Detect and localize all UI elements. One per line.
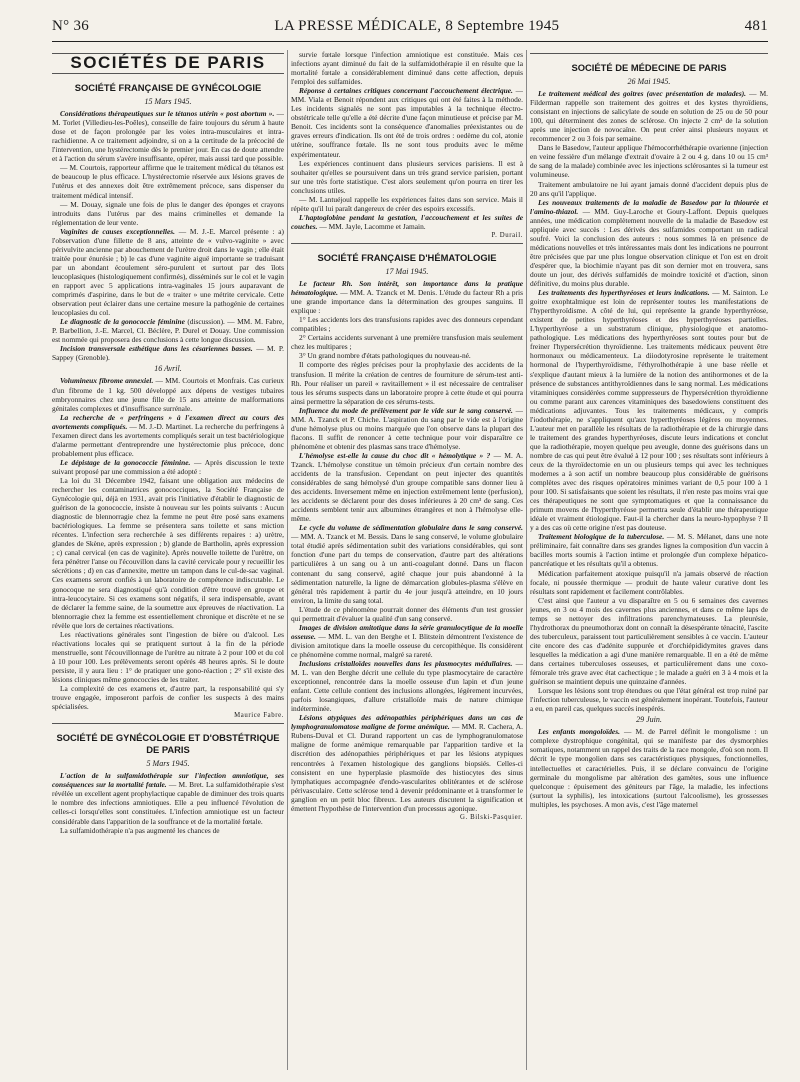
society-title: SOCIÉTÉ DE MÉDECINE DE PARIS: [571, 62, 727, 73]
paragraph: — M. Douay, signale une fois de plus le danger des éponges et crayons introduits dans l'utérus par des mains criminelles et demande la réglementation de leur vente.: [52, 199, 284, 227]
session-date: 15 Mars 1945.: [144, 97, 192, 107]
paragraph: Les enfants mongoloïdes. — M. de Parrel définit le mongolisme : un complexe dystrophique congénital, qui se manifeste par des dysmorphies somatiques, notamment un rappel des traits de la race mongole, d'où son nom. Il décrit le type mongolien dans ses caractéristiques physiques, fonctionnelles, intellectuelles et caractérielles. Puis, il se déclare convaincu de l'origine germinale du mongolisme par altération des gamètes, sous une influence quelconque : épuisement des géniteurs par l'âge, la maladie, les infections (surtout la syphilis), les intoxications (surtout l'alcoolisme), les grossesses multiples, les psychoses. A mon avis, c'est l'âge maternel: [530, 727, 768, 809]
paragraph: Les traitements des hyperthyréoses et leurs indications. — M. Sainton. Le goitre exophtalmique est loin de représenter toutes les manifestations de l'hyperthyroïdisme. A côté de lui, qui représente la grande hyperthyréose, existent de petites hyperthyréoses et des hyperthyréoses partielles. L'hyperthyréose a un substratum clinique, physiologique et anatomo-pathologique. Les médications des hyperthyréoses sont toutes pour but de freiner l'hypersécrétion thyroïdienne. Les traitements médicaux peuvent être hormonaux ou médicamenteux. La diiodotyrosine représente le traitement hormonal de l'hyperthyroïdisme, l'éthyrolhothérapie à une base réelle et s'explique d'autant mieux à la lumière de la notion des antihormones et de la présence de substances antithyroïdiennes dans le sang normal. Les médications vitaminiques considérées comme suppresseurs de l'hypersécrétion thyroïdienne ou comme parant aux carences vitaminiques des basedowiens constituent des médications adjuvantes. Tous les traitements médicaux, y compris l'iodothérapie, ne s'appliquent qu'aux hyperthyréoses légères ou moyennes. L'auteur met en parallèle les résultats de la radiothérapie et de la chirurgie dans le traitement des grandes hyperthyréoses, discute leurs indications et conclut que la radiothérapie, moyen quelque peu aveugle, donne des guérisons dans un nombre de cas qui peut être évalué à 12 pour 100 ; ses résultats sont inférieurs à ceux de la thyroïdectomie en un ou plusieurs temps qui avec les techniques modernes a à son actif un nombre beaucoup plus considérable de guérisons complètes avec des risques opératoires minimes variant de 0,5 pour 100 à 1 pour 100. Si satisfaisants que soient les résultats, il n'en reste pas moins vrai que ces thérapeutiques ne sont que symptomatiques et que la connaissance du primum movens de l'hyperthyréose permettra seule d'établir une thérapeutique idéale et vraiment étiologique. Faut-il la chercher dans la neuro-hypophyse ? Il y a des cas où cette origine n'est pas douteuse.: [530, 288, 768, 533]
communication-title: Les enfants mongoloïdes.: [538, 727, 620, 737]
paragraph: Le traitement médical des goitres (avec présentation de malades). — M. Filderman rappelle son traitement des goitres et des kystes thyroïdiens, consistant en injections de salicylate de soude en solution de 25 ou de 50 pour 100, qui déterminent des zones de sclérose. On injecte 2 cm³ de la solution après une injection de novocaïne. On peut créer ainsi plusieurs noyaux et recommencer 2 ou 3 fois par semaine.: [530, 89, 768, 144]
paragraph: L'étude de ce phénomène pourrait donner des éléments d'un test grossier qui permettrait d'évaluer la qualité d'un sang conservé.: [291, 604, 523, 623]
session-date: 26 Mai 1945.: [627, 77, 671, 86]
communication-title: Le traitement médical des goitres (avec présentation de malades).: [538, 89, 746, 99]
column-1: [52, 50, 284, 1075]
communication-title: Le cycle du volume de sédimentation globulaire dans le sang conservé.: [299, 523, 523, 533]
session-date: 17 Mai 1945.: [385, 266, 429, 276]
communication-title: L'haptoglobine pendant la gestation, l'accouchement et les suites de couches.: [291, 212, 523, 231]
masthead: [52, 18, 768, 38]
communication-title: Réponse à certaines critiques concernant l'accouchement électrique.: [299, 86, 513, 96]
paragraph: Inclusions cristalloïdes nouvelles dans les plasmocytes médullaires. — M. L. van den Berghe décrit une cellule du type plasmocytaire de caractère exceptionnel, rencontrée dans la moelle osseuse d'un lapin et d'un jeune enfant. Cette cellule contient des inclusions allongées, légèrement incurvées, parfois losangiques, d'allure cristalloïde mais de nature chimique indéterminée.: [291, 659, 523, 714]
divider: [530, 53, 768, 54]
paragraph: 2° Certains accidents survenant à une première transfusion mais seulement chez les multipares ;: [291, 333, 523, 352]
paragraph: La loi du 31 Décembre 1942, faisant une obligation aux médecins de rechercher les contaminatrices gonococciques, la Société Française de Gynécologie qui, déjà en 1931, avait pris l'initiative d'établir le diagnostic de guérison de la gonococcie, insiste à nouveau sur les points suivants : Aucun diagnostic de blennorragie chez la femme ne peut être posé sans examens bactériologiques. La femme se présentera sans toilette et sans miction récentes. L'infection sera recherchée à ses différents repaires : a) urètre, glandes de Skène, après expression ; b) glande de Bartholin, après expression ; c) canal cervical (en cas de vaginite). Après nouvelle toilette de l'urètre, on fera pénétrer l'anse ou l'écouvillon dans la cavité cervicale pour y recueillir les sécrétions ; d) en cas d'annexite, mettre un tampon dans le cul-de-sac vaginal. Ces examens seront confiés à un laboratoire de compétence indiscutable. Le gonocoque ne sera diagnostiqué qu'à condition d'être trouvé en groupe et intra-leucocytaire. Si ces examens sont négatifs, il sera indispensable, avant de déclarer la femme saine, de la soumettre aux épreuves de réactivation. La blennorragie chez la femme est essentiellement chronique et discrète et ne se révèle que lors de certaines réactivations.: [52, 475, 284, 630]
communication-title: Les nouveaux traitements de la maladie de Basedow par la thiourée et l'amino-thiazol.: [530, 197, 768, 216]
paragraph: survie fœtale lorsque l'infection amniotique est constituée. Mais ces infections ayant diminué du fait de la sulfamidothérapie il en résulte que la mortalité fœtale a considérablement diminué dans cette affection, depuis l'emploi des sulfamides.: [291, 50, 523, 87]
paragraph: — M. Lantuéjoul rappelle les expériences faites dans son service. Mais il répète qu'il lui paraît dangereux de créer des espoirs excessifs.: [291, 194, 523, 213]
page-number: 481: [744, 18, 768, 34]
paragraph: — M. Courtois, rapporteur affirme que le traitement médical du tétanos est de beaucoup le plus efficace. L'hystérectomie réservée aux lésions graves de l'utérus et des annexes doit être extrêmement précoce, sans dispenser du traitement médical intensif.: [52, 163, 284, 200]
paragraph: Les réactivations générales sont l'ingestion de bière ou d'alcool. Les réactivations locales qui se pratiquent surtout à la fin de la période menstruelle, sont l'écouvillonnage de l'urètre au nitrate à 2 pour 100 et du col à 10 pour 100. Les prélèvements seront opérés 48 heures après. Si le doute persiste, il y aura lieu : 1° de pratiquer une gono-réaction ; 2° s'il existe des lésions cliniques même gonococcies de les traiter.: [52, 629, 284, 684]
paragraph: Médication parfaitement atoxique puisqu'il n'a jamais observé de réaction focale, ni poussée thermique — produit de haute valeur curative dont les résultats sont rapidement et facilement contrôlables.: [530, 568, 768, 596]
communication-title: L'hémolyse est-elle la cause du choc dit « hémolytique » ?: [299, 450, 491, 460]
paragraph: C'est ainsi que l'auteur a vu disparaître en 5 ou 6 semaines des cavernes jeunes, en 3 ou 4 mois des cavernes plus anciennes, et dans ce même laps de temps se nettoyer des infiltrations parenchymateuses. La pleurésie, l'hydrothorax du pneumothorax dont on connaît la désespérante ténacité, l'ascite des tuberculeux, paraissent tout particulièrement sensibles à ce vaccin. L'auteur cite encore des cas d'adénite suppurée et d'orchiépididymites graves dans lesquelles la médication a agi d'une manière remarquable. Il en a été de même dans certaines tuberculoses osseuses, et particulièrement dans une coxo-fémorale très grave avec état cachectique ; le malade a guéri en 3 à 4 mois et la guérison se maintient depuis une quinzaine d'années.: [530, 595, 768, 687]
session-date: 5 Mars 1945.: [146, 759, 190, 769]
banner-title: SOCIÉTÉS DE PARIS: [70, 53, 266, 72]
communication-title: Lésions atypiques des adénopathies périphériques dans un cas de lymphogranulomatose maligne de forme anémique.: [291, 713, 523, 732]
paragraph: 3° Un grand nombre d'états pathologiques du nouveau-né.: [299, 351, 471, 361]
paragraph: L'action de la sulfamidothérapie sur l'infection amniotique, ses conséquences sur la mortalité fœtale. — M. Bret. La sulfamidothérapie s'est révélée un excellent agent prophylactique capable de diminuer des trois quarts le nombre des infections amniotiques. Elle a peu influencé l'évolution de celles-ci lorsqu'elles sont constituées. L'infection amniotique est un facteur considérable dans l'apparition de la souffrance et de la mortalité fœtale.: [52, 771, 284, 826]
communication-title: Considérations thérapeutiques sur le tétanos utérin « post abortum ».: [60, 109, 275, 119]
paragraph: Les expériences continuent dans plusieurs services parisiens. Il est à souhaiter qu'elles se poursuivent dans un très grand service parisien, portant sur une très forte statistique. C'est alors seulement qu'on pourra en tirer les conclusions utiles.: [291, 158, 523, 195]
journal-title: LA PRESSE MÉDICALE, 8 Septembre 1945: [274, 18, 560, 34]
paragraph: Dans le Basedow, l'auteur applique l'hémocorrhéthérapie ovarienne (injection en veine fessière d'un mélange d'extrait d'ovaire à 2 ou 4 g. dans 10 ou 15 cm³ de sang de la malade) combinée avec les injections sclérosantes si la tumeur est volumineuse.: [530, 143, 768, 180]
column-divider: [526, 50, 527, 1070]
communication-title: La recherche de « perfringens » à l'examen direct au cours des avortements compliqués.: [52, 412, 284, 431]
divider: [52, 73, 284, 74]
society-title: SOCIÉTÉ FRANÇAISE DE GYNÉCOLOGIE: [74, 82, 262, 94]
paragraph: Traitement ambulatoire ne lui ayant jamais donné d'accident depuis plus de 20 ans qu'il l'applique.: [530, 179, 768, 198]
paragraph: La sulfamidothérapie n'a pas augmenté les chances de: [60, 825, 220, 835]
paragraph: Influence du mode de prélèvement par le vide sur le sang conservé. — MM. A. Tzanck et P. Chiche. L'aspiration du sang par le vide est à l'origine d'une hémolyse plus ou moins marquée que l'on observe dans la plupart des flacons. Il suffit de renoncer à cette technique pour voir disparaître ce phénomène et obtenir des plasmas sans trace d'hémolyse.: [291, 405, 523, 451]
signature: Maurice Fabre.: [234, 712, 284, 720]
paragraph: Réponse à certaines critiques concernant l'accouchement électrique. — MM. Viala et Benoit répondent aux critiques qui ont été faites à la méthode. Les incidents signalés ne sont pas imputables à la technique électro-obstétricale telle qu'elle a été décrite d'une façon minutieuse et précise par M. Benoit. Ces incidents sont la conséquence d'anomalies préexistantes ou de graves erreurs d'indication. Ils ont été de trois ordres : oedème du col, atonie utérine, souffrance fœtale. Ils ne sont tous produits avec le même expérimentateur.: [291, 86, 523, 159]
column-3: [530, 50, 768, 1075]
paragraph: Le facteur Rh. Son intérêt, son importance dans la pratique hématologique. — MM. A. Tzanck et M. Denis. L'étude du facteur Rh a pris une grande importance dans la détermination des groupes sanguins. Il explique :: [291, 279, 523, 316]
society-title: SOCIÉTÉ DE GYNÉCOLOGIE ET D'OBSTÉTRIQUE DE PARIS: [56, 732, 280, 756]
communication-title: Le dépistage de la gonococcie féminine.: [60, 457, 191, 467]
communication-title: L'action de la sulfamidothérapie sur l'infection amniotique, ses conséquences sur la mortalité fœtale.: [52, 771, 284, 790]
communication-title: Les traitements des hyperthyréoses et leurs indications.: [538, 288, 710, 298]
communication-title: Inclusions cristalloïdes nouvelles dans les plasmocytes médullaires.: [299, 659, 513, 668]
paragraph: Le dépistage de la gonococcie féminine. — Après discussion le texte suivant proposé par une commission a été adopté :: [52, 457, 284, 476]
paragraph: Lésions atypiques des adénopathies périphériques dans un cas de lymphogranulomatose maligne de forme anémique. — MM. R. Cachera, A. Rubens-Duval et Cl. Durand rapportent un cas de lymphogranulomatose maligne de forme anémique remarquable par l'apparition tardive et la discrétion des adénopathies périphériques et par les lésions atypiques rencontrées à l'examen histologique des ganglions biopsiés. Celles-ci consistent en une hyperplasie plasmoïde des histiocytes des sinus lymphatiques accompagnée d'endo-vascularites oblitérantes et de sclérose périvasculaire. Cette sclérose tend à devenir prédominante et à transformer le ganglion en un petit bloc fibreux. Les auteurs discutent la signification et émettent l'hypothèse de l'intervention d'un processus agonique.: [291, 713, 523, 813]
issue-number: N° 36: [52, 18, 90, 34]
paragraph: Le diagnostic de la gonococcie féminine (discussion). — MM. M. Fabre, P. Barbellion, J.-E. Marcel, Cl. Béclère, P. Durel et Douay. Une commission est nommée qui proposera des conclusions à cette longue discussion.: [52, 317, 284, 345]
communication-title: Volumineux fibrome annexiel.: [60, 376, 154, 386]
paragraph: La complexité de ces examens et, d'autre part, la responsabilité qui s'y trouve engagée, imposeront parfois de confier les suspects à des mains spécialisées.: [52, 684, 284, 712]
paragraph: La recherche de « perfringens » à l'examen direct au cours des avortements compliqués. — M. J.-D. Martinet. La recherche du perfringens à l'examen direct dans les avortements compliqués serait un test bactériologique d'alarme permettant d'entreprendre une hystérectomie plus précoce, donc probablement plus efficace.: [52, 412, 284, 458]
session-date: 29 Juin.: [636, 715, 662, 725]
paragraph: Le cycle du volume de sédimentation globulaire dans le sang conservé. — MM. A. Tzanck et M. Bessis. Dans le sang conservé, le volume globulaire total étudié après sédimentation subit des variations considérables, qui sont fonction d'une part du temps de conservation, d'autre part des altérations particulières à un sang ou à un anti-coagulant donné. Dans un flacon contenant du sang conservé, agité chaque jour puis abandonné à la sédimentation naturelle, la ligne de démarcation globules-plasma s'élève en général très rapidement à partir du 4e jour jusqu'à atteindre, en 10 jours environ, la limite du sang total.: [291, 523, 523, 605]
paragraph: Les nouveaux traitements de la maladie de Basedow par la thiourée et l'amino-thiazol. — MM. Guy-Laroche et Goury-Laffont. Depuis quelques années, une médication complètement nouvelle de la maladie de Basedow est appliquée avec succès : Les dérivés des sulfamides comportant un radical soufré. Voici la conclusion des auteurs : nous sommes là en présence de médications nouvelles et très intéressantes mais dont les indications ne pourront être précisées que par une plus longue observation clinique et l'on est en droit d'espérer que, la biochimie n'ayant pas dit son dernier mot en trouvera, sans doute un jour, des dérivés sulfamidés de moindre toxicité et d'action, sinon définitive, du moins plus durable.: [530, 197, 768, 289]
paragraph: Considérations thérapeutiques sur le tétanos utérin « post abortum ». — M. Torlet (Villedieu-les-Poêles), conseille de faire toujours du sérum à haute dose et de façon prolongée par les voies intra-musculaires et intra-rachidienne. A ce traitement adjoindre, si on a la certitude de la précocité de l'intervention, une hystérectomie dès le premier jour. En cas de doute attendre et à l'action du sérum s'avère insuffisante, opérer, mais aussi tard que possible.: [52, 109, 284, 164]
communication-title: Images de division amitotique dans la série granulocytique de la moelle osseuse.: [291, 622, 523, 641]
communication-title: Le facteur Rh. Son intérêt, son importance dans la pratique hématologique.: [291, 279, 523, 298]
paragraph: Vaginites de causes exceptionnelles. — M. J.-E. Marcel présente : a) l'observation d'une fillette de 8 ans, atteinte de « vulvo-vaginite » avec périvulvite ancienne par abouchement de l'urètre droit dans le vagin ; elle était traitée pour énurésie ; b) le cas d'une vaginite aiguë importante se traduisant par un abondant écoulement séro-purulent et surtout par des îlots leucoplasiques (histologiquement confirmés), disséminés sur le col et le vagin en rapport avec 5 applications intra-vaginales 15 jours auparavant de comprimés d'aspirine, dans le but de « traiter » une métrite cervicale. Cette observation peut éclairer dans une certaine mesure la pathogénie de certaines leucoplasies du col.: [52, 226, 284, 318]
communication-title: Vaginites de causes exceptionnelles.: [60, 226, 175, 236]
society-title: SOCIÉTÉ FRANÇAISE D'HÉMATOLOGIE: [317, 251, 497, 263]
column-divider: [287, 50, 288, 1070]
communication-title: Influence du mode de prélèvement par le vide sur le sang conservé.: [299, 405, 513, 415]
divider: [52, 723, 284, 724]
paragraph: Lorsque les lésions sont trop étendues ou que l'état général est trop ruiné par l'infection tuberculeuse, le vaccin est généralement inopérant. Toutefois, l'auteur a eu, en pareil cas, quelques succès inespérés.: [530, 686, 768, 714]
paragraph: 1° Les accidents lors des transfusions rapides avec des donneurs cependant compatibles ;: [291, 315, 523, 334]
signature: P. Durail.: [491, 231, 523, 239]
session-date: 16 Avril.: [154, 364, 182, 374]
paragraph: Volumineux fibrome annexiel. — MM. Courtois et Monfrais. Cas curieux d'un fibrome de 1 kg. 500 développé aux dépens de vestiges tubaires embryonnaires chez une jeune fille de 15 ans atteinte de malformations génitales complexes et d'insuffisance surrénale.: [52, 376, 284, 413]
paragraph: L'haptoglobine pendant la gestation, l'accouchement et les suites de couches. — MM. Jayle, Lacomme et Jamain.: [291, 212, 523, 231]
communication-title: Incision transversale esthétique dans les césariennes basses.: [60, 344, 253, 354]
divider: [291, 243, 523, 244]
communication-title: Le diagnostic de la gonococcie féminine: [60, 317, 185, 327]
communication-title: Traitement biologique de la tuberculose.: [538, 532, 665, 542]
header-rule: [52, 41, 768, 42]
column-2: [291, 50, 523, 1075]
signature: G. Bilski-Pasquier.: [460, 813, 523, 821]
paragraph: Il comporte des règles précises pour la prophylaxie des accidents de la transfusion. Il mérite la création de centres de fourniture de sérum-test anti-Rh. Pour réaliser un pareil « ravitaillement » il est nécessaire de centraliser tous les sérums suspects dans un laboratoire propre à cette étude et qui pourra ainsi permettre la séparation de ces sérums-tests.: [291, 360, 523, 406]
paragraph: L'hémolyse est-elle la cause du choc dit « hémolytique » ? — M. A. Tzanck. L'hémolyse constitue un témoin précieux d'un certain nombre des accidents de la transfusion. Cependant on peut injecter des quantités considérables de sang hémolysé d'un groupe compatible sans donner lieu à des accidents. Inversement même en injection extrêmement lente (perfusion), les accidents se déclarent pour des doses inférieures à 20 cm³ de sang. Ces accidents semblent tenir aux albumines étrangères et non à l'hémolyse elle-même.: [291, 450, 523, 524]
paragraph: Incision transversale esthétique dans les césariennes basses. — M. P. Sappey (Grenoble).: [52, 344, 284, 363]
paragraph: Traitement biologique de la tuberculose. — M. S. Mélanet, dans une note préliminaire, fait connaître dans ses grandes lignes la composition d'un vaccin à bacilles morts soumis à l'action intime et prolongée d'un complexe hépatico-pancréatique et les résultats qu'il a obtenus.: [530, 532, 768, 569]
paragraph: Images de division amitotique dans la série granulocytique de la moelle osseuse. — MM. L. van den Berghe et I. Blitstein démontrent l'existence de division amitotique dans la moelle osseuse du cercopithèque. Ils considèrent ce phénomène comme normal, malgré sa rareté.: [291, 622, 523, 659]
